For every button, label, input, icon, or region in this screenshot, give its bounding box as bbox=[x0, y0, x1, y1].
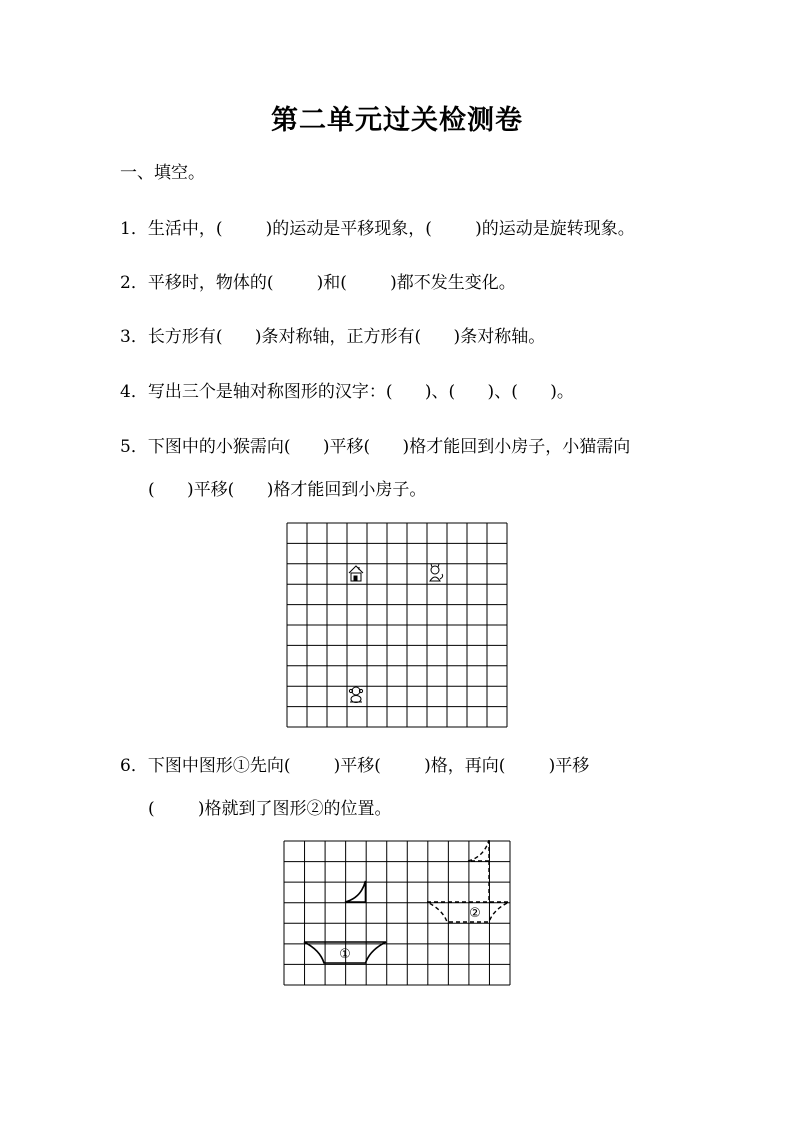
shape-2 bbox=[427, 840, 509, 922]
question-3: 3．长方形有( )条对称轴，正方形有( )条对称轴。 bbox=[120, 327, 546, 347]
figure-1-grid bbox=[286, 522, 508, 728]
question-4: 4．写出三个是轴对称图形的汉字：( )、( )、( )。 bbox=[120, 382, 574, 402]
shape-1-label: ① bbox=[339, 947, 351, 962]
house-icon bbox=[349, 566, 363, 581]
question-5-line-2: ( )平移( )格才能回到小房子。 bbox=[148, 480, 427, 500]
question-6-line-2: ( )格就到了图形②的位置。 bbox=[148, 799, 392, 819]
question-2: 2．平移时，物体的( )和( )都不发生变化。 bbox=[120, 273, 516, 293]
page-title: 第二单元过关检测卷 bbox=[271, 105, 523, 136]
question-6-line-1: 6．下图中图形①先向( )平移( )格，再向( )平移 bbox=[120, 756, 590, 776]
figure-2-grid bbox=[283, 840, 511, 986]
monkey-icon bbox=[349, 687, 362, 703]
cat-icon bbox=[430, 564, 443, 581]
section-heading: 一、填空。 bbox=[120, 163, 205, 183]
question-5-line-1: 5．下图中的小猴需向( )平移( )格才能回到小房子，小猫需向 bbox=[120, 437, 631, 457]
grid-lines bbox=[287, 523, 507, 727]
shape-2-label: ② bbox=[469, 906, 481, 921]
question-1: 1．生活中，( )的运动是平移现象，( )的运动是旋转现象。 bbox=[120, 219, 635, 239]
